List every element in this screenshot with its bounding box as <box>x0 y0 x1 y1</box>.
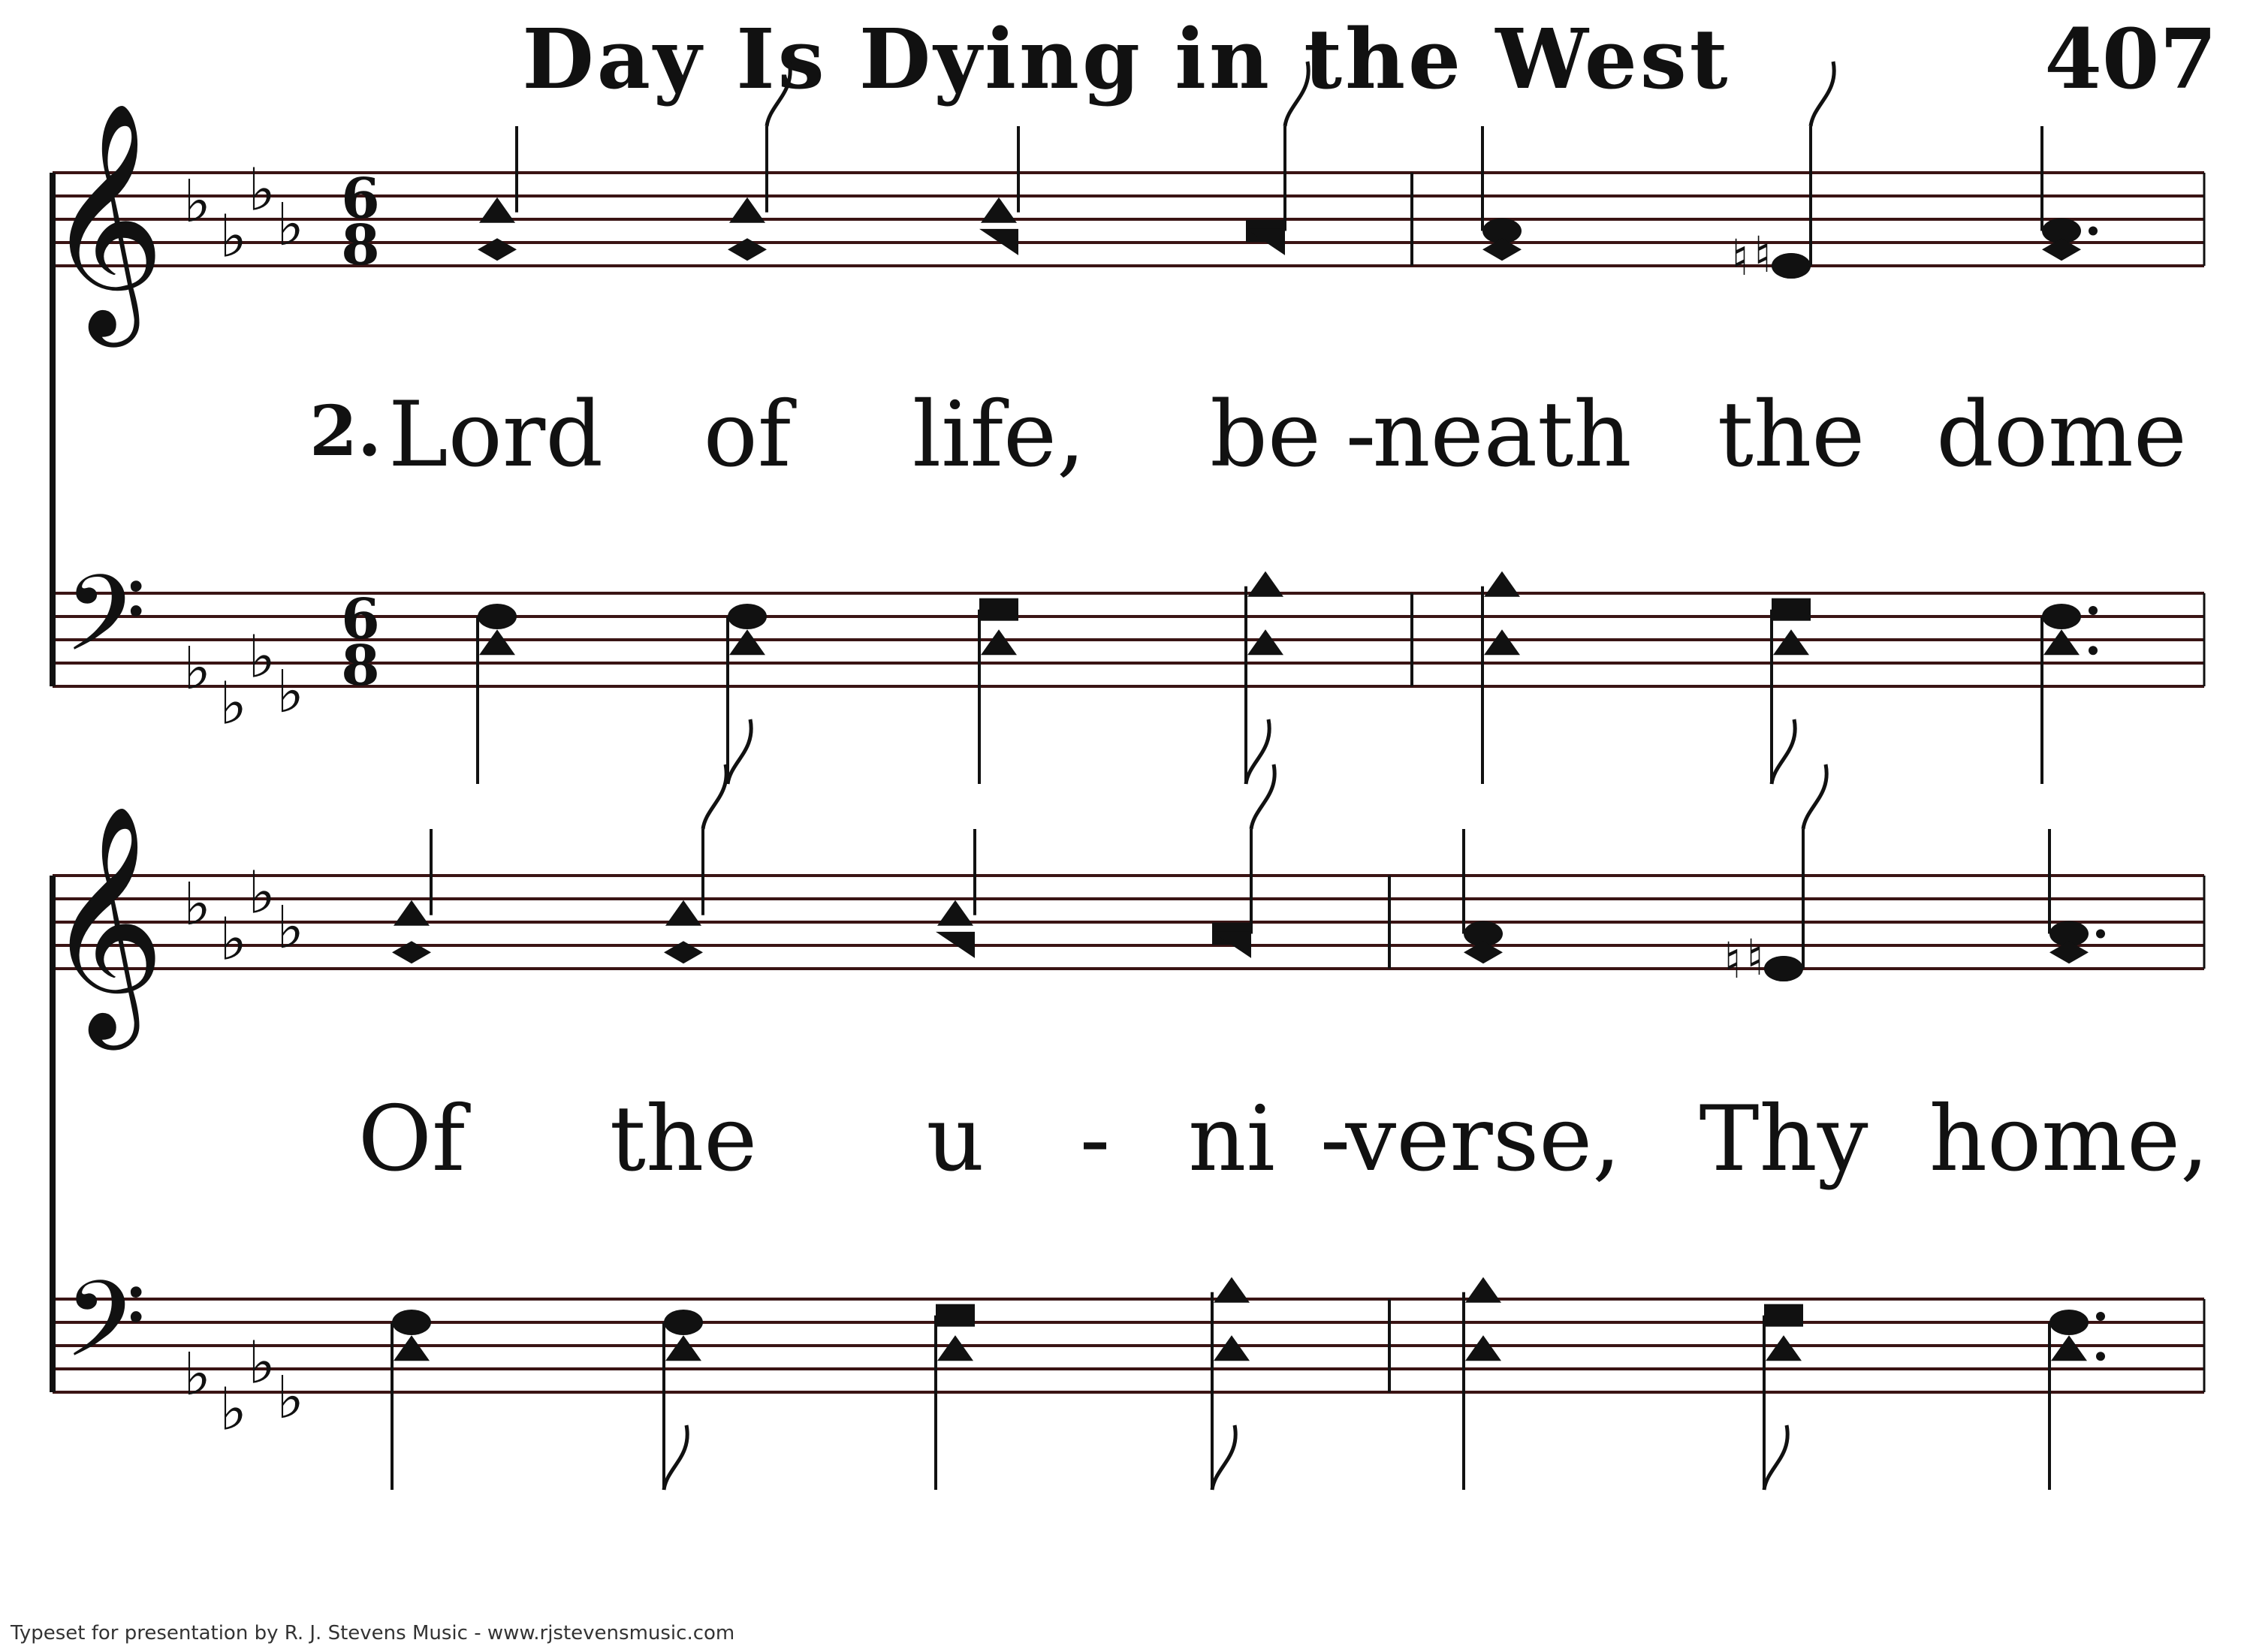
lyric-syllable: Thy <box>1699 1087 1868 1192</box>
flat-icon: ♭ <box>276 659 304 727</box>
notehead <box>665 1335 701 1361</box>
notehead <box>394 900 430 926</box>
note-flag <box>1811 62 1834 126</box>
lyric-syllable: u <box>926 1087 985 1192</box>
lyric-syllable: verse, <box>1345 1087 1621 1192</box>
lyric-syllable: dome <box>1936 383 2187 487</box>
notehead <box>1214 1277 1250 1303</box>
note-flag <box>767 62 790 126</box>
augmentation-dot <box>2089 646 2098 655</box>
hymn-number: 407 <box>2044 11 2217 107</box>
flat-icon: ♭ <box>248 623 276 692</box>
notehead <box>2042 604 2081 629</box>
lyric-syllable: life, <box>912 383 1086 487</box>
note-flag <box>1772 719 1795 784</box>
augmentation-dot <box>2089 606 2098 615</box>
flat-icon: ♭ <box>219 670 247 738</box>
natural-icon: ♮ <box>1724 932 1742 990</box>
note-flag <box>1246 719 1269 784</box>
treble-clef-icon: 𝄞 <box>45 100 165 336</box>
natural-icon: ♮ <box>1746 929 1764 987</box>
time-signature-top: 6 <box>341 587 380 652</box>
notehead <box>937 1335 973 1361</box>
natural-icon: ♮ <box>1731 229 1749 287</box>
treble-clef-icon: 𝄞 <box>45 803 165 1039</box>
note-flag <box>728 719 751 784</box>
flat-icon: ♭ <box>219 203 247 271</box>
notehead <box>1247 629 1283 655</box>
note-flag <box>703 764 726 829</box>
notehead <box>729 629 765 655</box>
note-flag <box>1764 1425 1787 1490</box>
notehead <box>936 1304 975 1327</box>
footer-credit: Typeset for presentation by R. J. Stevens Music - www.rjstevensmusic.com <box>11 1622 735 1644</box>
lyric-hyphen: - <box>1320 1087 1351 1192</box>
bass-clef-icon: 𝄢 <box>64 553 146 701</box>
bass-clef-icon: 𝄢 <box>64 1259 146 1407</box>
notehead <box>479 197 515 223</box>
lyric-syllable: the <box>1717 383 1865 487</box>
lyric-syllable: Of <box>357 1087 466 1192</box>
flat-icon: ♭ <box>183 168 211 237</box>
notehead <box>665 900 701 926</box>
hymn-title: Day Is Dying in the West <box>522 11 1731 107</box>
notehead <box>1764 956 1803 981</box>
lyric-syllable: neath <box>1372 383 1632 487</box>
note-flag <box>1803 764 1826 829</box>
natural-icon: ♮ <box>1754 226 1772 284</box>
notehead <box>394 1335 430 1361</box>
note-flag <box>1212 1425 1235 1490</box>
augmentation-dot <box>2089 227 2098 236</box>
flat-icon: ♭ <box>183 1341 211 1409</box>
notehead <box>2043 629 2080 655</box>
flat-icon: ♭ <box>276 1364 304 1433</box>
notehead <box>981 629 1017 655</box>
flat-icon: ♭ <box>248 1329 276 1397</box>
note-flag <box>664 1425 687 1490</box>
flat-icon: ♭ <box>248 859 276 927</box>
notehead <box>1772 253 1811 279</box>
lyric-syllable: of <box>703 383 792 487</box>
augmentation-dot <box>2096 1312 2105 1321</box>
time-signature-top: 6 <box>341 167 380 231</box>
notehead <box>979 598 1018 621</box>
augmentation-dot <box>2096 1352 2105 1361</box>
time-signature-bottom: 8 <box>341 213 380 278</box>
lyric-syllable: be <box>1210 383 1321 487</box>
notehead <box>1465 1335 1501 1361</box>
notehead <box>664 1310 703 1335</box>
notehead <box>1465 1277 1501 1303</box>
notehead <box>1214 1335 1250 1361</box>
lyric-syllable: the <box>609 1087 758 1192</box>
notehead <box>1766 1335 1802 1361</box>
verse-number: 2. <box>309 390 382 472</box>
lyric-hyphen: - <box>1345 383 1377 487</box>
time-signature-bottom: 8 <box>341 634 380 698</box>
flat-icon: ♭ <box>276 191 304 260</box>
flat-icon: ♭ <box>219 1376 247 1444</box>
lyric-syllable: home, <box>1929 1087 2209 1192</box>
notehead <box>1484 629 1520 655</box>
notehead <box>1247 571 1283 597</box>
notehead <box>2051 1335 2087 1361</box>
notehead <box>1764 1304 1803 1327</box>
notehead <box>981 197 1017 223</box>
notehead <box>392 1310 431 1335</box>
flat-icon: ♭ <box>183 871 211 939</box>
notehead <box>1773 629 1809 655</box>
notehead <box>937 900 973 926</box>
notehead <box>2049 1310 2089 1335</box>
lyric-hyphen: - <box>1079 1087 1111 1192</box>
notehead <box>728 604 767 629</box>
flat-icon: ♭ <box>183 635 211 704</box>
flat-icon: ♭ <box>276 894 304 963</box>
notehead <box>479 629 515 655</box>
notehead <box>1772 598 1811 621</box>
flat-icon: ♭ <box>248 156 276 225</box>
flat-icon: ♭ <box>219 906 247 974</box>
notehead <box>478 604 517 629</box>
lyric-syllable: Lord <box>388 383 604 487</box>
note-flag <box>1285 62 1308 126</box>
augmentation-dot <box>2096 930 2105 939</box>
notehead <box>1484 571 1520 597</box>
note-flag <box>1251 764 1274 829</box>
notehead <box>729 197 765 223</box>
lyric-syllable: ni <box>1188 1087 1275 1192</box>
